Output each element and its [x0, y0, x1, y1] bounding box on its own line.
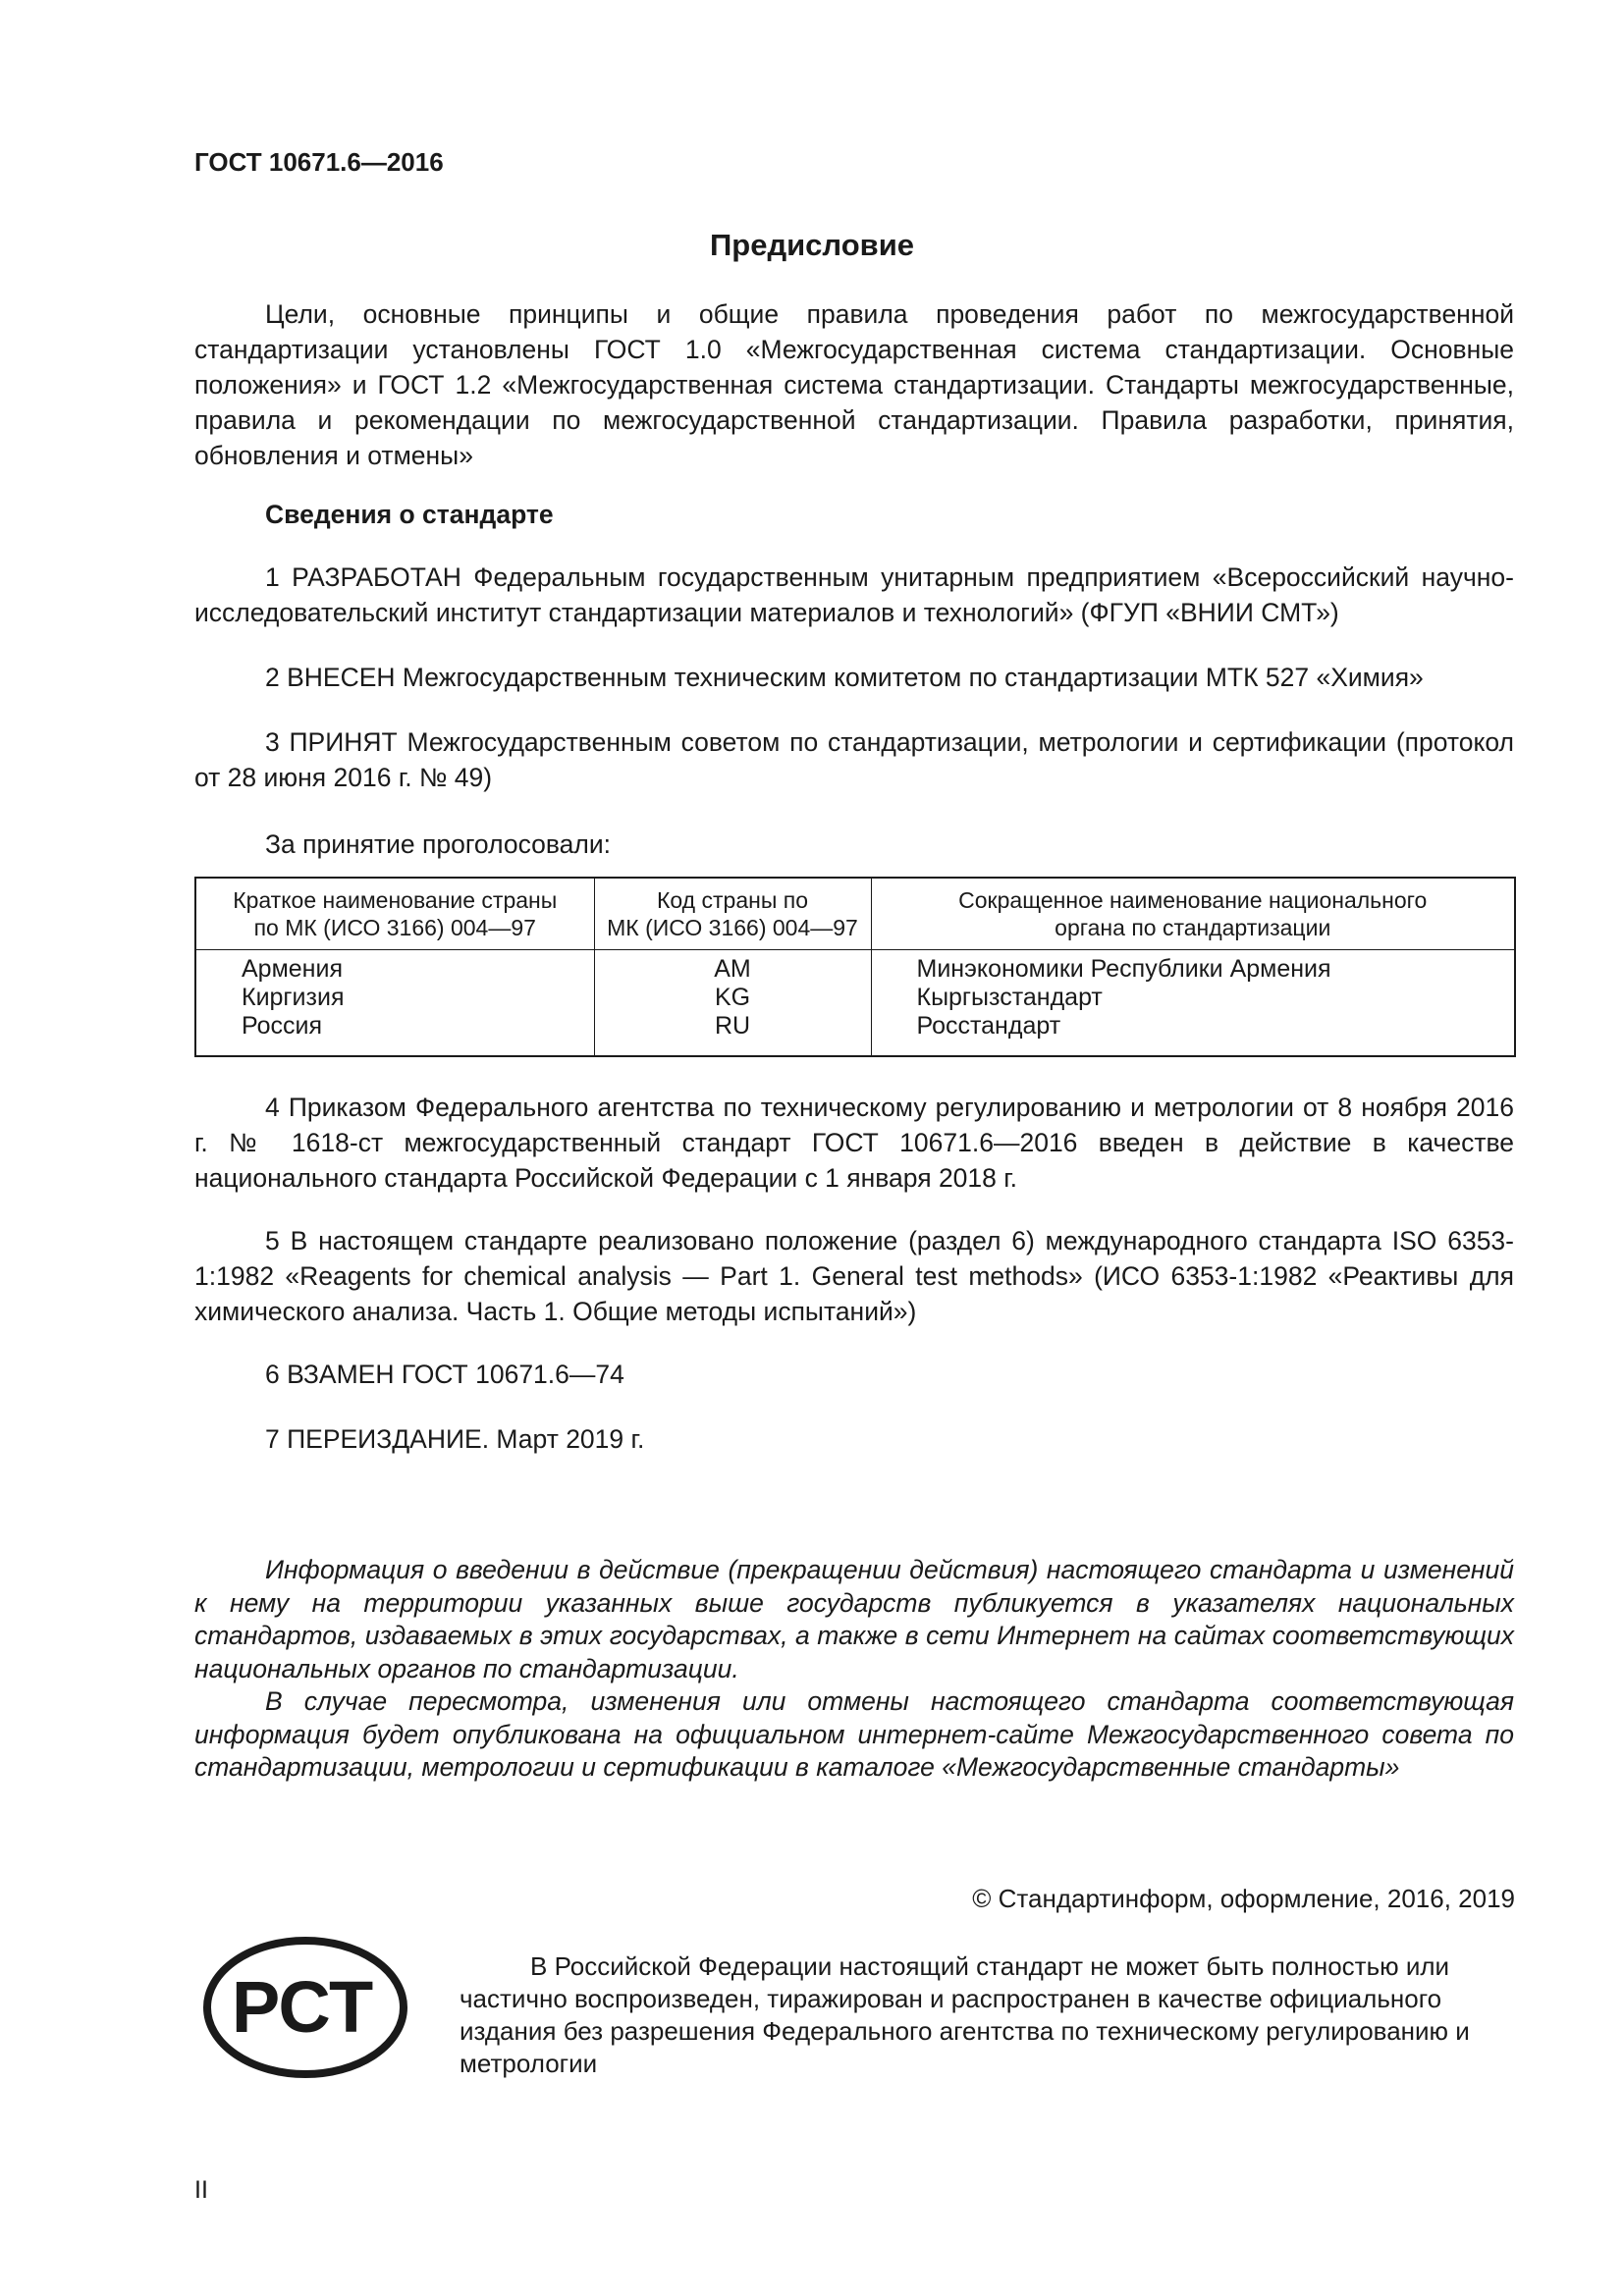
item-1: 1 РАЗРАБОТАН Федеральным государственным унитарным предприятием «Всероссийский научно-исследовательский институт стандартизации материалов и технологий» (ФГУП «ВНИИ СМТ») [194, 562, 1514, 627]
header-country [195, 878, 594, 950]
country-cell: Киргизия [242, 984, 345, 1011]
intro-paragraph: Цели, основные принципы и общие правила проведения работ по межгосударственной стандартизации установлены ГОСТ 1.0 «Межгосударственная система стандартизации. Основные положения» и ГОСТ 1.2 «Межгосударственная система стандартизации. Стандарты межгосударственные, правила и рекомендации по межгосударственной стандартизации. Правила разработки, принятия, обновления и отмены» [194, 299, 1514, 470]
copyright-notice [460, 1950, 1515, 2080]
item-5: 5 В настоящем стандарте реализовано положение (раздел 6) международного стандарта ISO 6353-1:1982 «Reagents for chemical analysis — Part 1. General test methods» (ИСО 6353-1:1982 «Реактивы для химического анализа. Часть 1. Общие методы испытаний») [194, 1226, 1514, 1326]
code-cell: KG [714, 984, 751, 1011]
notice-text: В Российской Федерации настоящий стандарт не может быть полностью или частично воспроизведен, тиражирован и распространен в качестве официального издания без разрешения Федерального агентства по техническому регулированию и метрологии [460, 1951, 1470, 2078]
body-cell: Кыргызстандарт [916, 984, 1103, 1011]
vote-intro: За принятие проголосовали: [265, 829, 612, 859]
code-cell: RU [714, 1012, 751, 1040]
header-code-line2: МК (ИСО 3166) 004—97 [607, 915, 858, 940]
copyright: © Стандартинформ, оформление, 2016, 2019 [972, 1884, 1515, 1913]
body-cell: Минэкономики Республики Армения [916, 955, 1331, 983]
header-body [871, 878, 1515, 950]
section-heading: Сведения о стандарте [265, 500, 554, 529]
body-column [871, 950, 1515, 1057]
country-cell: Россия [242, 1012, 322, 1040]
logo-text: РСТ [231, 1966, 374, 2048]
item-6: 6 ВЗАМЕН ГОСТ 10671.6—74 [265, 1360, 624, 1389]
item-3: 3 ПРИНЯТ Межгосударственным советом по стандартизации, метрологии и сертификации (протокол от 28 июня 2016 г. № 49) [194, 727, 1514, 792]
code-cell: AM [714, 955, 751, 983]
header-body-line1: Сокращенное наименование национального [958, 887, 1428, 913]
country-cell: Армения [242, 955, 343, 983]
rst-mark-icon [201, 1934, 409, 2081]
item-7: 7 ПЕРЕИЗДАНИЕ. Март 2019 г. [265, 1424, 645, 1454]
body-cell: Росстандарт [916, 1012, 1061, 1040]
document-code: ГОСТ 10671.6—2016 [194, 147, 444, 177]
header-country-line2: по МК (ИСО 3166) 004—97 [253, 915, 536, 940]
voting-table [194, 877, 1516, 1057]
code-column [594, 950, 871, 1057]
info-paragraph-1: Информация о введении в действие (прекращении действия) настоящего стандарта и изменений к нему на территории указанных выше государств публикуется в указателях национальных стандартов, издаваемых в этих государствах, а также в сети Интернет на сайтах соответствующих национальных органов по стандартизации. [194, 1555, 1514, 1683]
header-code [594, 878, 871, 950]
table-body-row [195, 950, 1515, 1057]
info-paragraph-2: В случае пересмотра, изменения или отмены настоящего стандарта соответствующая информация будет опубликована на официальном интернет-сайте Межгосударственного совета по стандартизации, метрологии и сертификации в каталоге «Межгосударственные стандарты» [194, 1686, 1514, 1782]
header-country-line1: Краткое наименование страны [233, 887, 558, 913]
page-title: Предисловие [709, 228, 914, 262]
item-2: 2 ВНЕСЕН Межгосударственным техническим комитетом по стандартизации МТК 527 «Химия» [265, 663, 1424, 692]
page-number: II [194, 2176, 208, 2204]
header-code-line1: Код страны по [657, 887, 808, 913]
country-column [195, 950, 594, 1057]
header-body-line2: органа по стандартизации [1055, 915, 1331, 940]
rst-logo [201, 1934, 409, 2088]
table-header-row [195, 878, 1515, 950]
item-4: 4 Приказом Федерального агентства по техническому регулированию и метрологии от 8 ноября 2016 г. № 1618-ст межгосударственный стандарт ГОСТ 10671.6—2016 введен в действие в качестве национального стандарта Российской Федерации с 1 января 2018 г. [194, 1093, 1514, 1193]
